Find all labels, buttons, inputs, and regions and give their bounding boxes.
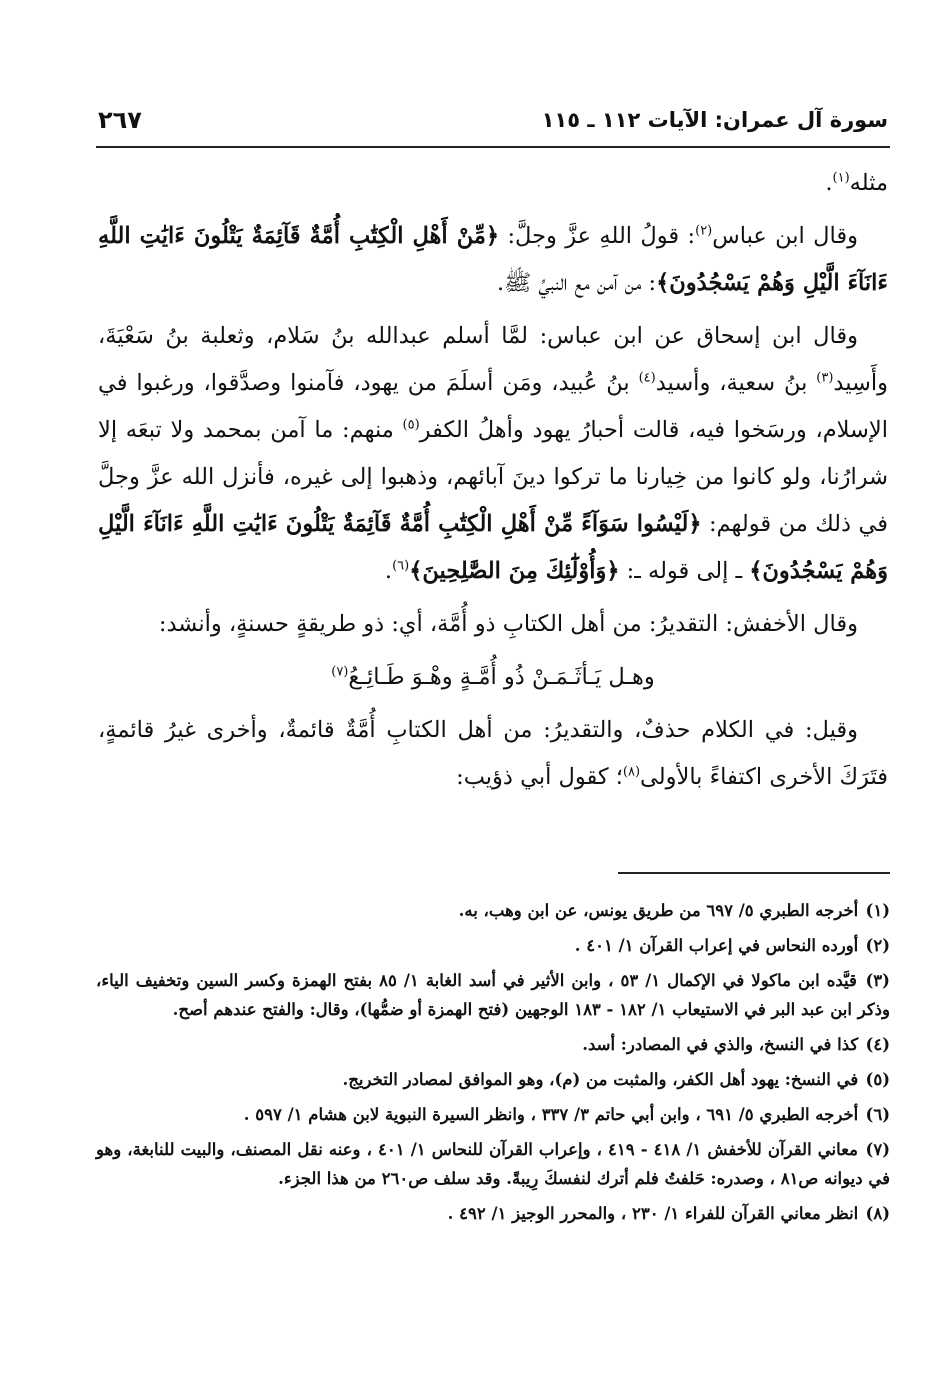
footnote-ref[interactable]: (٨) [622,764,641,780]
text-run: وقيل: في الكلام حذفٌ، والتقديرُ: من أهل الكتابِ أُمَّةٌ قائمةٌ، وأخرى غيرُ قائمةٍ، فتَرَكَ الأخرى اكتفاءً بالأولى [98,717,888,790]
header-rule [96,146,890,148]
paragraph-qila [98,707,888,801]
paragraph-ibn-abbas [98,213,888,307]
footnote-ref[interactable]: (٥) [402,417,420,433]
footnote [96,1199,890,1228]
quran-quote: ﴿وَأُوْلَٰٓئِكَ مِنَ الصَّٰلِحِينَ﴾ [409,558,620,584]
text-run: ؛ كقول أبي ذؤيب: [456,764,623,790]
footnote-ref[interactable]: (٧) [331,664,349,680]
footnote-number: (٨) [865,1204,890,1223]
footnote-text: كذا في النسخ، والذي في المصادر: أسد. [582,1035,859,1054]
text-run: . [384,558,393,584]
footnote-ref[interactable]: (٣) [816,370,834,386]
footnote-number: (١) [865,901,890,920]
footnote [96,1135,890,1193]
text-run: وقال ابن عباس [712,223,858,249]
footnote-text: أخرجه الطبري ٥/ ٦٩٧ من طريق يونس، عن ابن وهب، به. [458,901,859,920]
footnote [96,931,890,960]
quran-quote: ﴿مِّنْ أَهْلِ الْكِتَٰبِ أُمَّةٌ قَآئِمَةٌ يَتْلُونَ ءَايَٰتِ اللَّهِ ءَانَآءَ الَّيْلِ وَهُمْ يَسْجُدُونَ﴾ [98,223,888,296]
footnote-text: أورده النحاس في إعراب القرآن ١/ ٤٠١ . [574,936,859,955]
text-run: بنُ سعية، وأسيد [655,370,817,396]
text-run: ـ إلى قوله ـ: [619,558,750,584]
footnote-ref[interactable]: (١) [832,170,850,186]
quran-quote: ﴿لَيْسُوا سَوَآءً مِّنْ أَهْلِ الْكِتَٰبِ أُمَّةٌ قَآئِمَةٌ يَتْلُونَ ءَايَٰتِ اللَّهِ ءَانَآءَ الَّيْلِ وَهُمْ يَسْجُدُونَ﴾ [98,511,888,584]
text-run: منهم: ما آمن بمحمد ولا تبعَه إلا شرارُنا، ولو كانوا من خِيارنا ما تركوا دينَ آبائهم، وذهبوا إلى غيره، فأنزل الله عزَّ وجلَّ في ذلك من قولهم: [98,417,889,537]
paragraph-akhfash: وقال الأخفش: التقديرُ: من أهل الكتابِ ذو أُمَّة، أي: ذو طريقةٍ حسنةٍ، وأنشد: [158,611,858,637]
text-run: : من آمن مع النبيِّ ﷺ. [496,270,657,296]
text-run: . [825,170,833,196]
footnote-ref[interactable]: (٤) [638,370,656,386]
paragraph-continuation [98,160,888,207]
footnote [96,966,890,1024]
footnote-text: قيَّده ابن ماكولا في الإكمال ١/ ٥٣ ، وابن الأثير في أسد الغابة ١/ ٨٥ بفتح الهمزة وكسر السين وتخفيف الياء، وذكر ابن عبد البر في الاستيعاب ١/ ١٨٢ - ١٨٣ الوجهين (فتح الهمزة أو ضمُّها)، وقال: والفتح عندهم أصح. [96,971,890,1019]
footnote-number: (٧) [865,1140,891,1159]
footnote [96,1065,890,1094]
footnote-text: معاني القرآن للأخفش ١/ ٤١٨ - ٤١٩ ، وإعراب القرآن للنحاس ١/ ٤٠١ ، وعنه نقل المصنف، والبيت للنابغة، وهو في ديوانه ص٨١ ، وصدره: حَلفتُ فلم أترك لنفسكَ رِيبةً. وقد سلف ص٢٦٠ من هذا الجزء. [96,1140,890,1188]
header-title: سورة آل عمران: الآيات ١١٢ ـ ١١٥ [541,108,888,132]
footnote-text: أخرجه الطبري ٥/ ٦٩١ ، وابن أبي حاتم ٣/ ٣٣٧ ، وانظر السيرة النبوية لابن هشام ١/ ٥٩٧ . [243,1105,859,1124]
verse-text: وهـل يَـأثَـمَـنْ ذُو أُمَّـةٍ وهْـوَ طَـائِـعُ [348,664,655,690]
footnote-number: (٦) [865,1105,890,1124]
footnote [96,896,890,925]
text-run: مثله [849,170,888,196]
footnote-text: انظر معاني القرآن للفراء ١/ ٢٣٠ ، والمحرر الوجيز ١/ ٤٩٢ . [447,1204,859,1223]
text-run: وقال ابن إسحاق عن ابن عباس: لمَّا أسلم عبدالله بنُ سَلام، وثعلبة بنُ سَعْيَةَ، وأَسِيد [98,323,888,396]
main-text [98,160,888,807]
footnote-number: (٢) [865,936,890,955]
poetry-verse [98,654,888,701]
footnote-text: في النسخ: يهود أهل الكفر، والمثبت من (م)، وهو الموافق لمصادر التخريج. [342,1070,859,1089]
footnote-ref[interactable]: (٢) [695,223,713,239]
footnote-ref[interactable]: (٦) [392,558,410,574]
footnote-number: (٣) [865,971,890,990]
footnote-number: (٤) [865,1035,890,1054]
footnote-separator [618,872,890,874]
footnote [96,1100,890,1129]
page-number: ٢٦٧ [98,106,142,134]
paragraph-ibn-ishaq [98,313,888,595]
footnote [96,1030,890,1059]
running-header [98,100,888,140]
text-run: بنُ عُبيد، ومَن أسلَمَ من يهود، فآمنوا وصدَّقوا، ورغبوا في الإسلام، ورسَخوا فيه، قالت أحبارُ يهود وأهلُ الكفر [98,370,888,443]
footnotes [96,896,890,1234]
footnote-number: (٥) [865,1070,890,1089]
text-run: : قولُ اللهِ عزَّ وجلَّ: [499,223,696,249]
